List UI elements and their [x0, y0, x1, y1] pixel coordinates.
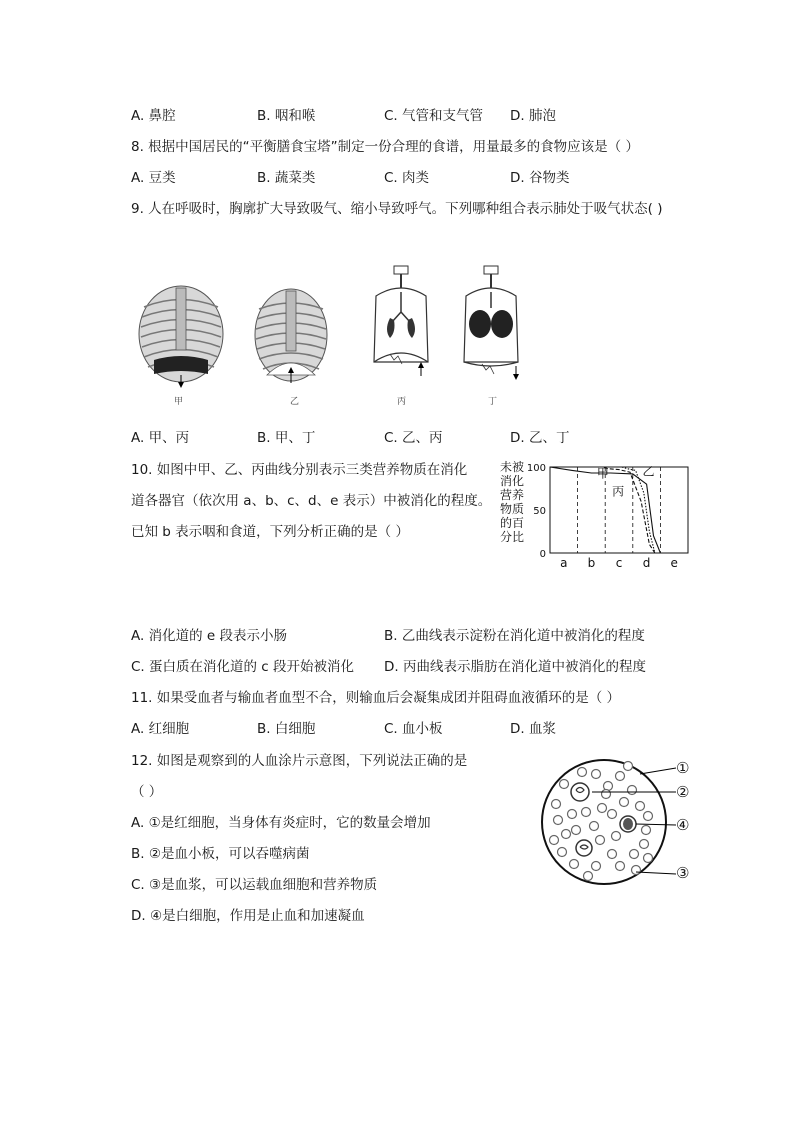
- blood-smear-figure: [536, 754, 696, 894]
- q11-option-b: B. 白细胞: [257, 721, 316, 737]
- smear-label-2: ②: [676, 783, 690, 801]
- smear-label-3: ③: [676, 864, 690, 882]
- breathing-figure: [128, 262, 548, 412]
- red-blood-cell: [578, 768, 587, 777]
- smear-label-1: ①: [676, 759, 690, 777]
- figure-label-jia: 甲: [174, 397, 184, 407]
- q11-option-a: A. 红细胞: [131, 721, 190, 737]
- red-blood-cell: [582, 808, 591, 817]
- red-blood-cell: [558, 848, 567, 857]
- x-tick-label: b: [587, 556, 596, 570]
- digestion-chart: [496, 455, 696, 573]
- x-tick-label: c: [615, 556, 623, 570]
- q12-option-b: B. ②是血小板，可以吞噬病菌: [131, 846, 310, 862]
- red-blood-cell: [612, 832, 621, 841]
- ribcage-yi: [255, 289, 327, 383]
- q9-option-a: A. 甲、丙: [131, 430, 190, 446]
- red-blood-cell: [596, 836, 605, 845]
- series-label: 甲: [596, 466, 609, 481]
- red-blood-cell: [602, 790, 611, 799]
- q9-stem: 9. 人在呼吸时，胸廓扩大导致吸气、缩小导致呼气。下列哪种组合表示肺处于吸气状态( ): [131, 201, 663, 217]
- q12-stem: 12. 如图是观察到的人血涂片示意图，下列说法正确的是: [131, 753, 468, 769]
- figure-label-ding: 丁: [488, 397, 498, 407]
- q12-option-c: C. ③是血浆，可以运载血细胞和营养物质: [131, 877, 378, 893]
- red-blood-cell: [642, 826, 651, 835]
- smear-label-4: ④: [676, 816, 690, 834]
- q10-option-b: B. 乙曲线表示淀粉在消化道中被消化的程度: [384, 628, 645, 644]
- red-blood-cell: [608, 850, 617, 859]
- y-axis-label-line: 物质: [500, 502, 525, 516]
- q12-option-d: D. ④是白细胞，作用是止血和加速凝血: [131, 908, 365, 924]
- red-blood-cell: [628, 786, 637, 795]
- red-blood-cell: [636, 802, 645, 811]
- figure-label-bing: 丙: [397, 397, 407, 407]
- red-blood-cell: [644, 812, 653, 821]
- q12-stem-cont: （ ）: [131, 784, 163, 800]
- ribcage-jia: [139, 286, 223, 388]
- q7-option-b: B. 咽和喉: [257, 108, 316, 124]
- q8-stem: 8. 根据中国居民的“平衡膳食宝塔”制定一份合理的食谱，用量最多的食物应该是（ ）: [131, 139, 639, 155]
- y-axis-label-line: 分比: [500, 530, 525, 544]
- red-blood-cell: [608, 810, 617, 819]
- x-tick-label: e: [670, 556, 678, 570]
- y-axis-label-line: 消化: [500, 474, 525, 488]
- y-tick-label: 100: [526, 463, 546, 474]
- y-tick-label: 50: [533, 506, 546, 517]
- q10-option-d: D. 丙曲线表示脂肪在消化道中被消化的程度: [384, 659, 646, 675]
- red-blood-cell: [560, 780, 569, 789]
- q8-option-b: B. 蔬菜类: [257, 170, 316, 186]
- red-blood-cell: [592, 770, 601, 779]
- y-axis-label-line: 营养: [500, 488, 525, 502]
- red-blood-cell: [552, 800, 561, 809]
- red-blood-cell: [620, 798, 629, 807]
- x-tick-label: a: [560, 556, 568, 570]
- red-blood-cell: [598, 804, 607, 813]
- belljar-ding: [464, 266, 519, 380]
- q10-stem-line2: 道各器官（依次用 a、b、c、d、e 表示）中被消化的程度。: [131, 493, 492, 509]
- red-blood-cell: [624, 762, 633, 771]
- q11-option-d: D. 血浆: [510, 721, 556, 737]
- q8-option-c: C. 肉类: [384, 170, 430, 186]
- red-blood-cell: [562, 830, 571, 839]
- series-label: 丙: [612, 484, 625, 499]
- red-blood-cell: [554, 816, 563, 825]
- q12-option-a: A. ①是红细胞，当身体有炎症时，它的数量会增加: [131, 815, 431, 831]
- y-tick-label: 0: [539, 549, 546, 560]
- red-blood-cell: [616, 772, 625, 781]
- q10-stem-line3: 已知 b 表示咽和食道，下列分析正确的是（ ）: [131, 524, 409, 540]
- red-blood-cell: [590, 822, 599, 831]
- red-blood-cell: [584, 872, 593, 881]
- red-blood-cell: [570, 860, 579, 869]
- q8-option-a: A. 豆类: [131, 170, 176, 186]
- red-blood-cell: [632, 866, 641, 875]
- q8-option-d: D. 谷物类: [510, 170, 570, 186]
- q11-stem: 11. 如果受血者与输血者血型不合，则输血后会凝集成团并阻碍血液循环的是（ ）: [131, 690, 621, 706]
- figure-label-yi: 乙: [290, 397, 300, 407]
- q9-option-c: C. 乙、丙: [384, 430, 443, 446]
- y-axis-label-line: 的百: [500, 516, 525, 530]
- q7-option-d: D. 肺泡: [510, 108, 556, 124]
- red-blood-cell: [568, 810, 577, 819]
- q11-option-c: C. 血小板: [384, 721, 443, 737]
- series-label: 乙: [642, 464, 655, 479]
- red-blood-cell: [640, 840, 649, 849]
- q7-option-c: C. 气管和支气管: [384, 108, 484, 124]
- plot-frame: [550, 464, 688, 553]
- y-axis-label-line: 未被: [500, 460, 525, 474]
- belljar-bing: [374, 266, 428, 376]
- red-blood-cell: [550, 836, 559, 845]
- q9-option-d: D. 乙、丁: [510, 430, 570, 446]
- q10-stem-line1: 10. 如图中甲、乙、丙曲线分别表示三类营养物质在消化: [131, 462, 468, 478]
- q9-option-b: B. 甲、丁: [257, 430, 316, 446]
- red-blood-cell: [592, 862, 601, 871]
- x-tick-label: d: [642, 556, 651, 570]
- q10-option-a: A. 消化道的 e 段表示小肠: [131, 628, 287, 644]
- red-blood-cell: [616, 862, 625, 871]
- q10-option-c: C. 蛋白质在消化道的 c 段开始被消化: [131, 659, 355, 675]
- q7-option-a: A. 鼻腔: [131, 108, 176, 124]
- red-blood-cell: [572, 826, 581, 835]
- red-blood-cell: [644, 854, 653, 863]
- red-blood-cell: [630, 850, 639, 859]
